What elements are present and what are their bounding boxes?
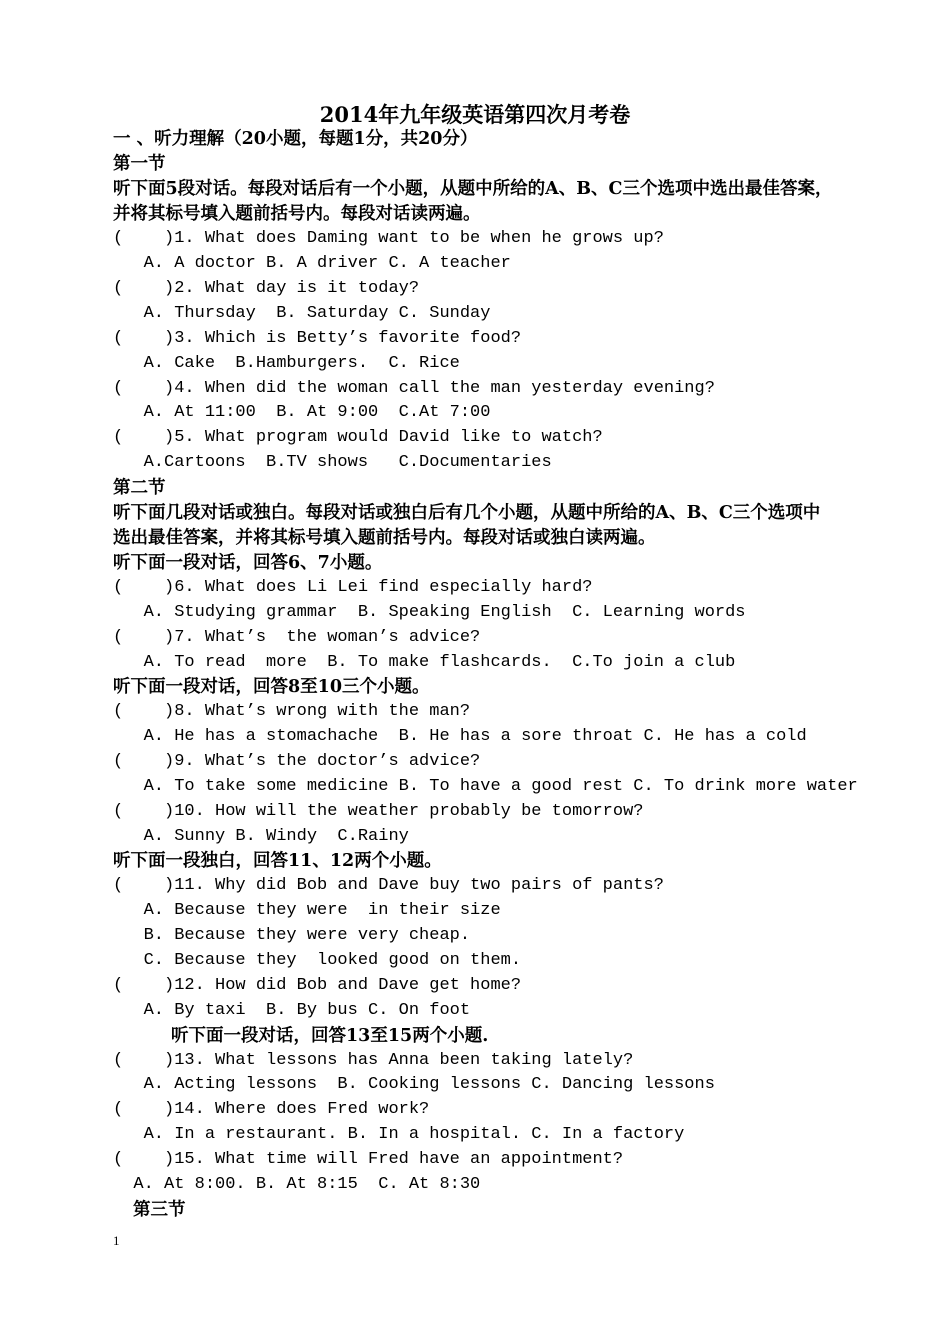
instruction-line: 并将其标号填入题前括号内。每段对话读两遍。 [113, 204, 481, 224]
question-options: A. A doctor B. A driver C. A teacher [113, 254, 511, 273]
instruction-line: 听下面5段对话。每段对话后有一个小题，从题中所给的A、B、C三个选项中选出最佳答案， [113, 179, 833, 199]
page-number: 1 [113, 1233, 120, 1248]
question-stem: ( )10. How will the weather probably be tomorrow? [113, 802, 644, 821]
question-options: A. In a restaurant. B. In a hospital. C. In a factory [113, 1125, 685, 1144]
question-options: A.Cartoons B.TV shows C.Documentaries [113, 453, 552, 472]
question-options: A. At 8:00. B. At 8:15 C. At 8:30 [113, 1175, 481, 1194]
question-options: A. To take some medicine B. To have a good rest C. To drink more water [113, 777, 858, 796]
question-stem: ( )3. Which is Betty’s favorite food? [113, 329, 522, 348]
question-options: A. Thursday B. Saturday C. Sunday [113, 304, 491, 323]
question-options: A. Sunny B. Windy C.Rainy [113, 827, 409, 846]
question-options: A. Because they were in their size [113, 901, 501, 920]
sub-instruction: 听下面一段对话，回答8至10三个小题。 [113, 677, 430, 697]
question-stem: ( )1. What does Daming want to be when he grows up? [113, 229, 664, 248]
question-options: C. Because they looked good on them. [113, 951, 522, 970]
question-options: A. By taxi B. By bus C. On foot [113, 1001, 471, 1020]
page-title: 2014年九年级英语第四次月考卷 [319, 102, 631, 127]
question-stem: ( )7. What’s the woman’s advice? [113, 628, 481, 647]
question-options: A. Acting lessons B. Cooking lessons C. Dancing lessons [113, 1075, 715, 1094]
part-heading: 第一节 [113, 154, 166, 174]
question-stem: ( )13. What lessons has Anna been taking lately? [113, 1051, 634, 1070]
question-stem: ( )11. Why did Bob and Dave buy two pairs of pants? [113, 876, 664, 895]
question-stem: ( )9. What’s the doctor’s advice? [113, 752, 481, 771]
question-options: A. He has a stomachache B. He has a sore throat C. He has a cold [113, 727, 807, 746]
question-stem: ( )2. What day is it today? [113, 279, 420, 298]
question-stem: ( )15. What time will Fred have an appointment? [113, 1150, 624, 1169]
question-stem: ( )8. What’s wrong with the man? [113, 702, 471, 721]
question-stem: ( )14. Where does Fred work? [113, 1100, 430, 1119]
instruction-line: 选出最佳答案，并将其标号填入题前括号内。每段对话或独白读两遍。 [113, 528, 656, 548]
part-heading: 第三节 [133, 1200, 186, 1220]
part-heading: 第二节 [113, 478, 166, 498]
sub-instruction: 听下面一段对话，回答6、7小题。 [113, 553, 383, 573]
sub-instruction: 听下面一段对话，回答13至15两个小题. [171, 1026, 489, 1046]
question-stem: ( )6. What does Li Lei find especially hard? [113, 578, 593, 597]
question-options: B. Because they were very cheap. [113, 926, 471, 945]
question-stem: ( )4. When did the woman call the man yesterday evening? [113, 379, 715, 398]
section-heading: 一 、听力理解（20小题，每题1分，共20分） [113, 129, 478, 149]
question-options: A. To read more B. To make flashcards. C.To join a club [113, 653, 736, 672]
sub-instruction: 听下面一段独白，回答11、12两个小题。 [113, 851, 442, 871]
instruction-line: 听下面几段对话或独白。每段对话或独白后有几个小题，从题中所给的A、B、C三个选项中 [113, 503, 821, 523]
question-stem: ( )12. How did Bob and Dave get home? [113, 976, 522, 995]
question-options: A. Cake B.Hamburgers. C. Rice [113, 354, 460, 373]
question-options: A. Studying grammar B. Speaking English C. Learning words [113, 603, 746, 622]
question-options: A. At 11:00 B. At 9:00 C.At 7:00 [113, 403, 491, 422]
question-stem: ( )5. What program would David like to watch? [113, 428, 603, 447]
